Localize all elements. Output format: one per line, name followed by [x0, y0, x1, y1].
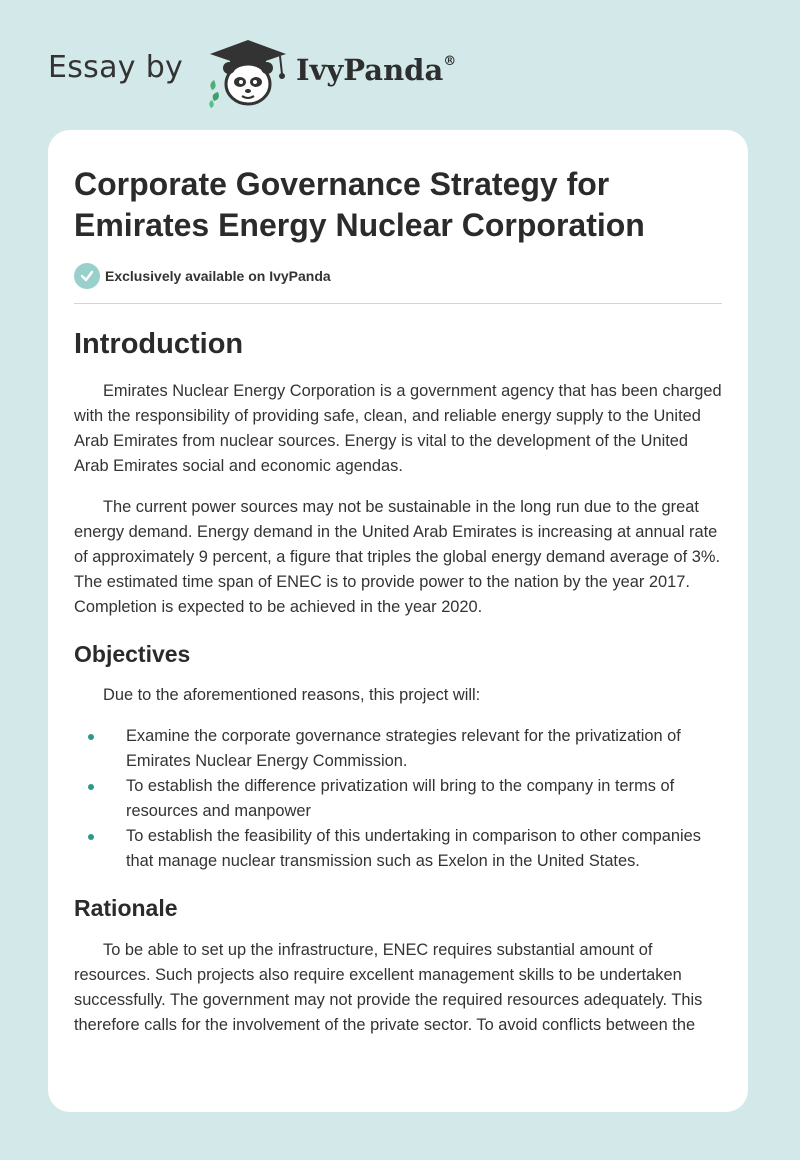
- list-item: Examine the corporate governance strategies relevant for the privatization of Emirates Nuclear Energy Commission.: [74, 724, 724, 774]
- objectives-list: [74, 724, 724, 874]
- bullet-icon: [88, 784, 94, 790]
- brand-name[interactable]: IvyPanda®: [296, 53, 457, 87]
- check-icon: [74, 263, 100, 289]
- registered-mark: ®: [443, 54, 457, 70]
- list-item: To establish the difference privatization will bring to the company in terms of resources and manpower: [74, 774, 724, 824]
- essay-title: Corporate Governance Strategy for Emirates Energy Nuclear Corporation: [74, 166, 645, 243]
- rationale-heading: Rationale: [74, 895, 178, 921]
- objectives-heading: Objectives: [74, 641, 191, 667]
- essay-body: [74, 324, 724, 1038]
- introduction-paragraph-1: Emirates Nuclear Energy Corporation is a government agency that has been charged with the responsibility of providing safe, clean, and reliable energy supply to the United Arab Emirates from nuclear sources. Energy is vital to the development of the United Arab Emirates social and economic agendas.: [74, 382, 722, 475]
- bullet-icon: [88, 734, 94, 740]
- bullet-icon: [88, 834, 94, 840]
- list-item: To establish the feasibility of this undertaking in comparison to other companies that manage nuclear transmission such as Exelon in the United States.: [74, 824, 724, 874]
- exclusive-badge-text: Exclusively available on IvyPanda: [105, 268, 331, 284]
- title-divider: [74, 303, 722, 304]
- essay-card: [48, 130, 748, 1112]
- introduction-paragraph-2: The current power sources may not be sustainable in the long run due to the great energy demand. Energy demand in the United Arab Emirates is increasing at annual rate of approximately 9 percent, a figure that triples the global energy demand average of 3%. The estimated time span of ENEC is to provide power to the nation by the year 2017. Completion is expected to be achieved in the year 2020.: [74, 498, 720, 616]
- exclusive-badge: [74, 262, 331, 290]
- panda-logo-icon[interactable]: [200, 34, 296, 110]
- objectives-intro: Due to the aforementioned reasons, this project will:: [103, 686, 481, 704]
- site-header: [0, 0, 800, 130]
- rationale-paragraph: To be able to set up the infrastructure, ENEC requires substantial amount of resources. Such projects also require excellent management skills to be undertaken successfully. The government may not provide the required resources adequately. This therefore calls for the involvement of the private sector. To avoid conflicts between the: [74, 941, 703, 1034]
- essay-by-label: Essay by: [48, 50, 184, 85]
- introduction-heading: Introduction: [74, 328, 244, 360]
